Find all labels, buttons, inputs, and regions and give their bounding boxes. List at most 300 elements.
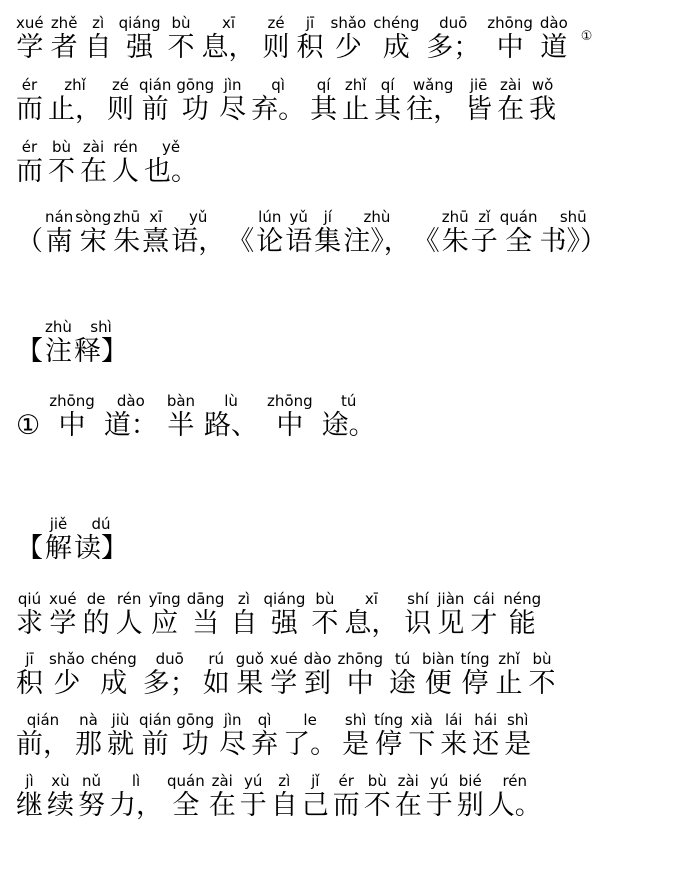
pinyin: zhě (50, 14, 78, 32)
pinyin: nà (79, 711, 98, 729)
char-unit (202, 14, 256, 64)
pinyin: xué (269, 650, 298, 668)
hanzi: 宋 (79, 226, 107, 257)
pinyin: gōng (176, 76, 215, 94)
hanzi: 路、 (204, 410, 259, 441)
char-unit (471, 208, 498, 258)
hanzi: 道 (540, 32, 568, 63)
char-unit (457, 772, 484, 822)
char-unit (297, 14, 324, 64)
char-unit (139, 76, 171, 126)
char-unit (16, 392, 40, 442)
hanzi: 便 (424, 668, 452, 699)
char-unit (472, 711, 499, 761)
char-unit (470, 590, 497, 640)
pinyin: qián (139, 76, 172, 94)
hanzi: 积 (296, 32, 324, 63)
char-unit (167, 772, 205, 822)
char-unit (144, 138, 198, 188)
pinyin: hái (474, 711, 498, 729)
char-unit (422, 650, 454, 700)
pinyin: zǐ (478, 208, 491, 226)
pinyin: jī (25, 650, 34, 668)
notes-heading (16, 318, 128, 368)
char-unit (49, 650, 85, 700)
pinyin: yě (161, 138, 181, 156)
pinyin: tú (340, 392, 357, 410)
pinyin: nǔ (81, 772, 101, 790)
char-unit (48, 138, 75, 188)
reading-line-4 (16, 772, 542, 822)
char-unit (107, 711, 134, 761)
pinyin: zhōng (267, 392, 313, 410)
hanzi: 则 (262, 32, 290, 63)
hanzi: 集 (314, 226, 342, 257)
char-unit (16, 590, 43, 640)
char-unit (389, 650, 416, 700)
pinyin: lù (224, 392, 238, 410)
pinyin: biàn (422, 650, 455, 668)
char-unit (364, 772, 391, 822)
pinyin: ér (21, 76, 38, 94)
hanzi: 在 (208, 790, 236, 821)
char-unit (263, 14, 290, 64)
pinyin: zhù (45, 318, 72, 336)
hanzi: 朱 (113, 226, 141, 257)
hanzi: 途。 (321, 410, 376, 441)
hanzi: 识 (404, 608, 432, 639)
char-unit (529, 76, 556, 126)
passage-line-3 (16, 138, 198, 188)
hanzi: 不 (528, 668, 556, 699)
char-unit (465, 76, 492, 126)
pinyin: zì (92, 14, 105, 32)
pinyin: xià (410, 711, 433, 729)
char-unit (16, 515, 43, 565)
reading-line-2 (16, 650, 556, 700)
char-unit (16, 76, 43, 126)
hanzi: 途 (389, 668, 417, 699)
pinyin: rén (116, 590, 142, 608)
pinyin: jiē (469, 76, 488, 94)
char-unit (187, 590, 225, 640)
pinyin: bù (367, 772, 387, 790)
hanzi: 己 (301, 790, 329, 821)
pinyin: tú (394, 650, 411, 668)
hanzi: 止 (342, 94, 370, 125)
hanzi: 于 (425, 790, 453, 821)
hanzi: 的 (82, 608, 110, 639)
hanzi: 人 (115, 608, 143, 639)
pinyin: jì (25, 772, 34, 790)
pinyin: zhū (113, 208, 141, 226)
char-unit (45, 208, 73, 258)
char-unit (342, 711, 369, 761)
char-unit (48, 76, 102, 126)
pinyin: jiàn (437, 590, 465, 608)
source-citation (16, 208, 607, 258)
char-unit (270, 650, 298, 700)
char-unit (109, 772, 163, 822)
char-unit (304, 650, 332, 700)
hanzi: 学 (49, 608, 77, 639)
hanzi: 皆 (465, 94, 493, 125)
char-unit (116, 590, 143, 640)
hanzi: 息， (201, 32, 256, 63)
char-unit (49, 392, 95, 442)
pinyin: qiú (17, 590, 42, 608)
pinyin: ér (21, 138, 38, 156)
hanzi: 论 (256, 226, 284, 257)
pinyin: shì (344, 711, 367, 729)
hanzi: 功 (181, 94, 209, 125)
char-unit (209, 772, 236, 822)
passage-line-1 (16, 14, 592, 64)
hanzi: 【 (16, 336, 43, 367)
pinyin: jǐ (311, 772, 320, 790)
pinyin: zhōng (49, 392, 95, 410)
pinyin: le (303, 711, 317, 729)
hanzi: 弃 (251, 729, 279, 760)
hanzi: 见 (437, 608, 465, 639)
char-unit (342, 76, 369, 126)
pinyin: qiáng (263, 590, 306, 608)
char-unit (240, 772, 267, 822)
pinyin: xù (51, 772, 70, 790)
hanzi: 前 (141, 94, 169, 125)
char-unit (251, 711, 278, 761)
hanzi: 在 (394, 790, 422, 821)
char-unit (45, 515, 72, 565)
hanzi: 注》， (343, 226, 411, 257)
char-unit (404, 590, 431, 640)
char-unit (314, 208, 341, 258)
pinyin: shū (559, 208, 587, 226)
char-unit (107, 76, 134, 126)
hanzi: 子 (470, 226, 498, 257)
hanzi: 自 (270, 790, 298, 821)
pinyin: qián (26, 711, 60, 729)
char-unit (426, 772, 453, 822)
pinyin: qí (316, 76, 331, 94)
pinyin: bié (458, 772, 482, 790)
pinyin: chéng (373, 14, 420, 32)
pinyin: quán (167, 772, 205, 790)
pinyin: sòng (75, 208, 112, 226)
hanzi: 续 (47, 790, 74, 821)
pinyin: qì (257, 711, 272, 729)
char-unit (16, 772, 43, 822)
hanzi: ① (16, 410, 41, 441)
char-unit (488, 772, 542, 822)
hanzi: 而 (332, 790, 360, 821)
pinyin: shí (407, 590, 429, 608)
hanzi: 南 (45, 226, 73, 257)
pinyin: zé (267, 14, 285, 32)
hanzi: 止， (48, 94, 102, 125)
char-unit (331, 14, 367, 64)
char-unit (529, 650, 556, 700)
char-unit (143, 650, 197, 700)
hanzi: 少 (53, 668, 81, 699)
pinyin: zì (278, 772, 291, 790)
pinyin: lái (444, 711, 463, 729)
pinyin: shǎo (330, 14, 367, 32)
char-unit (80, 138, 107, 188)
pinyin: zhōng (337, 650, 384, 668)
pinyin: dào (303, 650, 332, 668)
hanzi: 也。 (144, 156, 198, 187)
char-unit (85, 14, 112, 64)
char-unit (311, 590, 338, 640)
char-unit (75, 711, 102, 761)
char-unit (176, 711, 214, 761)
char-unit (442, 208, 469, 258)
char-unit (219, 711, 246, 761)
pinyin: lì (131, 772, 141, 790)
char-unit (51, 14, 78, 64)
hanzi: 如 (202, 668, 230, 699)
pinyin: gōng (176, 711, 215, 729)
hanzi: 自 (230, 608, 258, 639)
hanzi: 功 (181, 729, 209, 760)
pinyin: ér (338, 772, 354, 790)
char-unit (16, 208, 43, 258)
pinyin: rén (113, 138, 138, 156)
char-unit (406, 76, 460, 126)
hanzi: 人 (112, 156, 139, 187)
char-unit (283, 711, 337, 761)
char-unit (503, 590, 541, 640)
hanzi: 人。 (487, 790, 542, 821)
pinyin: qí (380, 76, 395, 94)
hanzi: 果 (236, 668, 264, 699)
hanzi: 弃。 (251, 94, 306, 125)
pinyin: zài (397, 772, 419, 790)
hanzi: 才 (470, 608, 498, 639)
hanzi: 自 (84, 32, 112, 63)
pinyin: zhǐ (498, 650, 520, 668)
hanzi: 是 (342, 729, 370, 760)
pinyin: duō (439, 14, 468, 32)
hanzi: 全 (505, 226, 533, 257)
hanzi: 我 (529, 94, 557, 125)
char-unit (374, 711, 403, 761)
char-unit (112, 138, 139, 188)
hanzi: 继 (16, 790, 43, 821)
hanzi: 朱 (441, 226, 469, 257)
hanzi: 应 (151, 608, 179, 639)
pinyin: zé (111, 76, 130, 94)
char-unit (74, 318, 128, 368)
pinyin: dú (91, 515, 111, 533)
hanzi: 还 (472, 729, 500, 760)
hanzi: 止 (495, 668, 523, 699)
pinyin: zài (500, 76, 522, 94)
pinyin: rú (208, 650, 225, 668)
hanzi: 释】 (74, 336, 128, 367)
hanzi: 不 (167, 32, 195, 63)
pinyin: yīng (148, 590, 181, 608)
char-unit (139, 711, 171, 761)
hanzi: 读】 (74, 533, 128, 564)
char-unit (91, 650, 137, 700)
pinyin: zài (211, 772, 233, 790)
hanzi: 息， (344, 608, 399, 639)
reading-heading (16, 515, 128, 565)
pinyin: dào (116, 392, 145, 410)
pinyin: tíng (460, 650, 490, 668)
char-unit (426, 14, 480, 64)
char-unit (540, 14, 568, 64)
pinyin: dāng (186, 590, 225, 608)
passage-line-2 (16, 76, 556, 126)
hanzi: 了。 (283, 729, 338, 760)
char-unit (142, 208, 169, 258)
char-unit (171, 208, 225, 258)
pinyin: yǔ (289, 208, 308, 226)
pinyin: xué (16, 14, 44, 32)
hanzi: 前， (16, 729, 70, 760)
char-unit (343, 208, 411, 258)
char-unit (263, 590, 305, 640)
char-unit (487, 14, 533, 64)
hanzi: 中 (346, 668, 374, 699)
pinyin: jí (323, 208, 332, 226)
char-unit (168, 14, 195, 64)
char-unit (256, 208, 283, 258)
pinyin: shǎo (49, 650, 85, 668)
char-unit (440, 711, 467, 761)
hanzi: 书》） (539, 226, 607, 257)
pinyin: nán (45, 208, 74, 226)
char-unit (204, 392, 258, 442)
hanzi: （ (16, 226, 43, 257)
char-unit (374, 76, 401, 126)
hanzi: 强 (270, 608, 298, 639)
char-unit (230, 590, 257, 640)
pinyin: jìn (223, 711, 242, 729)
char-unit (322, 392, 376, 442)
char-unit (504, 711, 531, 761)
pinyin: jìn (223, 76, 242, 94)
hanzi: 学 (16, 32, 44, 63)
char-unit (500, 208, 538, 258)
char-unit (437, 590, 464, 640)
char-unit (267, 392, 313, 442)
hanzi: 停 (375, 729, 403, 760)
pinyin: wǎng (412, 76, 454, 94)
pinyin: xī (222, 14, 236, 32)
pinyin: zhū (441, 208, 469, 226)
pinyin: quán (499, 208, 538, 226)
char-unit (271, 772, 298, 822)
pinyin: de (86, 590, 106, 608)
hanzi: 往， (406, 94, 461, 125)
hanzi: 全 (172, 790, 200, 821)
hanzi: 尽 (219, 729, 247, 760)
pinyin: yǔ (189, 208, 208, 226)
hanzi: 而 (16, 94, 43, 125)
char-unit (496, 650, 523, 700)
hanzi: 《 (227, 226, 255, 257)
pinyin: jiù (111, 711, 130, 729)
char-unit (285, 208, 312, 258)
pinyin: zhōng (487, 14, 533, 32)
pinyin: jī (305, 14, 315, 32)
hanzi: 在 (80, 156, 107, 187)
char-unit (395, 772, 422, 822)
char-unit (302, 772, 329, 822)
hanzi: 则 (107, 94, 134, 125)
pinyin: xué (49, 590, 77, 608)
char-unit (203, 650, 230, 700)
hanzi: 半 (167, 410, 195, 441)
hanzi: 强 (126, 32, 154, 63)
hanzi: 求 (16, 608, 43, 639)
hanzi: 是 (504, 729, 532, 760)
pinyin: xī (149, 208, 163, 226)
char-unit (167, 392, 195, 442)
pinyin: jiě (49, 515, 68, 533)
char-unit (149, 590, 181, 640)
pinyin: bù (51, 138, 72, 156)
pinyin: rén (502, 772, 528, 790)
char-unit (16, 138, 43, 188)
pinyin: bù (315, 590, 335, 608)
pinyin: qián (139, 711, 172, 729)
hanzi: 熹 (142, 226, 170, 257)
char-unit (74, 515, 128, 565)
pinyin: yú (430, 772, 449, 790)
char-unit (47, 772, 74, 822)
pinyin: chéng (90, 650, 137, 668)
char-unit (78, 772, 105, 822)
hanzi: 学 (270, 668, 298, 699)
hanzi: 在 (497, 94, 525, 125)
pinyin: cái (473, 590, 495, 608)
hanzi: 注 (45, 336, 72, 367)
hanzi: 就 (107, 729, 134, 760)
pinyin: zài (82, 138, 105, 156)
char-unit (49, 590, 77, 640)
pinyin: zhǐ (344, 76, 367, 94)
reading-line-3 (16, 711, 531, 761)
hanzi: 成 (382, 32, 410, 63)
pinyin: xī (364, 590, 378, 608)
hanzi: 《 (412, 226, 440, 257)
hanzi: 当 (192, 608, 220, 639)
pinyin: bù (532, 650, 552, 668)
pinyin: lún (258, 208, 282, 226)
hanzi: 下 (408, 729, 436, 760)
char-unit (413, 208, 440, 258)
hanzi: 中 (496, 32, 524, 63)
hanzi: 道： (103, 410, 158, 441)
char-unit (83, 590, 110, 640)
char-unit (337, 650, 383, 700)
hanzi: 解 (45, 533, 72, 564)
hanzi: 不 (48, 156, 75, 187)
hanzi: 到 (304, 668, 331, 699)
pinyin: zì (237, 590, 250, 608)
pinyin: duō (155, 650, 184, 668)
char-unit (539, 208, 607, 258)
pinyin: zhù (363, 208, 391, 226)
hanzi: 语， (171, 226, 226, 257)
hanzi: 而 (16, 156, 43, 187)
pinyin: néng (503, 590, 542, 608)
